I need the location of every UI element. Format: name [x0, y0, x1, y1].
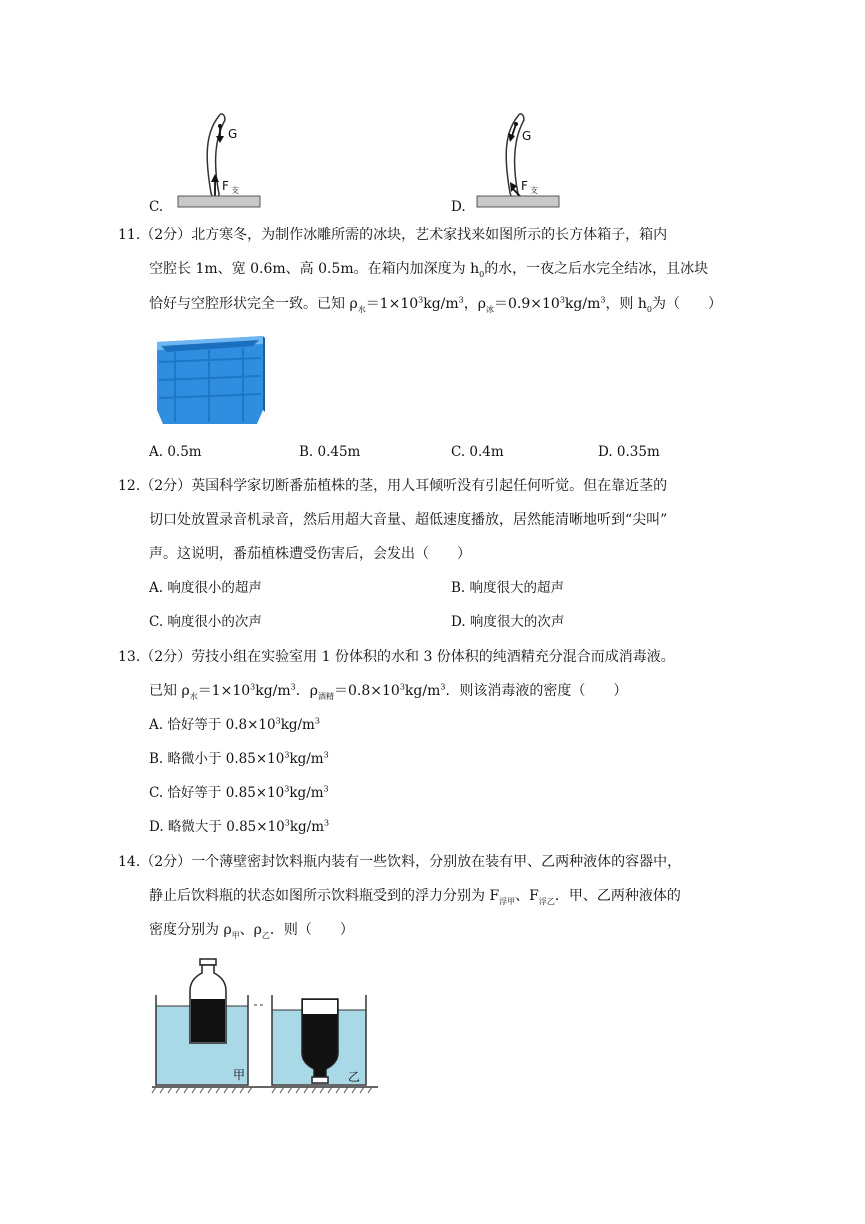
q11-option-d[interactable]: D. 0.35m	[598, 444, 660, 460]
figure-option-c	[175, 108, 270, 213]
option-d-label[interactable]: D.	[451, 199, 466, 215]
f-sub-label: 支	[231, 186, 239, 195]
label-jia: 甲	[233, 1068, 246, 1082]
figure-option-d	[474, 108, 569, 213]
question-score: （2分）	[140, 227, 192, 243]
question-14-line-2: 静止后饮料瓶的状态如图所示饮料瓶受到的浮力分别为 $F_{浮甲}$、$F_{浮乙}$．甲、乙两种液体的	[149, 888, 681, 906]
blue-box-image	[153, 332, 268, 427]
q12-option-c[interactable]: C. 响度很小的次声	[149, 614, 262, 630]
question-11-line-1: 11.（2分）北方寒冬，为制作冰雕所需的冰块，艺术家找来如图所示的长方体箱子，箱内	[118, 227, 668, 243]
q12-option-d[interactable]: D. 响度很大的次声	[451, 614, 565, 630]
q13-option-c[interactable]: C. 恰好等于 $0.85\times 10^3kg/m^3$	[149, 784, 329, 801]
question-number: 14.	[118, 854, 141, 870]
q13-option-d[interactable]: D. 略微大于 $0.85\times 10^3kg/m^3$	[149, 818, 330, 835]
question-score: （2分）	[140, 649, 192, 665]
q13-option-b[interactable]: B. 略微小于 $0.85\times 10^3kg/m^3$	[149, 750, 329, 767]
question-12-line-2: 切口处放置录音机录音，然后用超大音量、超低速度播放，居然能清晰地听到“尖叫”	[149, 512, 668, 528]
question-number: 12.	[118, 478, 141, 494]
question-12-line-3: 声。这说明，番茄植株遭受伤害后，会发出（ ）	[149, 546, 471, 562]
label-yi: 乙	[348, 1070, 361, 1084]
f-sub-label: 支	[530, 186, 538, 195]
question-13-line-1: 13.（2分）劳技小组在实验室用 1 份体积的水和 3 份体积的纯酒精充分混合而成消毒液。	[118, 649, 675, 665]
g-label: G	[522, 129, 532, 143]
f-label: F	[521, 179, 528, 193]
option-c-label[interactable]: C.	[149, 199, 164, 215]
question-14-line-1: 14.（2分）一个薄壁密封饮料瓶内装有一些饮料，分别放在装有甲、乙两种液体的容器中，	[118, 854, 682, 870]
q13-option-a[interactable]: A. 恰好等于 $0.8\times 10^3kg/m^3$	[149, 716, 320, 733]
question-score: （2分）	[140, 478, 192, 494]
question-score: （2分）	[140, 854, 192, 870]
q11-option-a[interactable]: A. 0.5m	[149, 444, 202, 460]
q12-option-a[interactable]: A. 响度很小的超声	[149, 580, 262, 596]
f-label: F	[222, 179, 229, 193]
question-13-line-2: 已知 $\rho_水=1\times 10^3kg/m^3$．$\rho_{酒精}=0.8\times 10^3kg/m^3$．则该消毒液的密度（ ）	[149, 682, 628, 701]
question-11-line-3: 恰好与空腔形状完全一致。已知 $\rho_水=1\times 10^3kg/m^3$，$\rho_冰=0.9\times 10^3kg/m^3$，则 $h_0$为（ ）	[149, 295, 722, 314]
g-label: G	[228, 127, 238, 141]
q11-option-c[interactable]: C. 0.4m	[451, 444, 504, 460]
question-12-line-1: 12.（2分）英国科学家切断番茄植株的茎，用人耳倾听没有引起任何听觉。但在靠近茎的	[118, 478, 668, 494]
bottles-in-liquids-figure	[150, 955, 380, 1097]
bottle-jia	[190, 959, 226, 1043]
question-14-line-3: 密度分别为 $\rho_甲$、$\rho_乙$．则（ ）	[149, 922, 354, 940]
question-number: 13.	[118, 649, 141, 665]
q11-option-b[interactable]: B. 0.45m	[299, 444, 361, 460]
question-11-line-2: 空腔长 1m、宽 0.6m、高 0.5m。在箱内加深度为 $h_0$的水，一夜之后水完全结冰，且冰块	[149, 261, 709, 279]
question-number: 11.	[118, 227, 141, 243]
q12-option-b[interactable]: B. 响度很大的超声	[451, 580, 565, 596]
